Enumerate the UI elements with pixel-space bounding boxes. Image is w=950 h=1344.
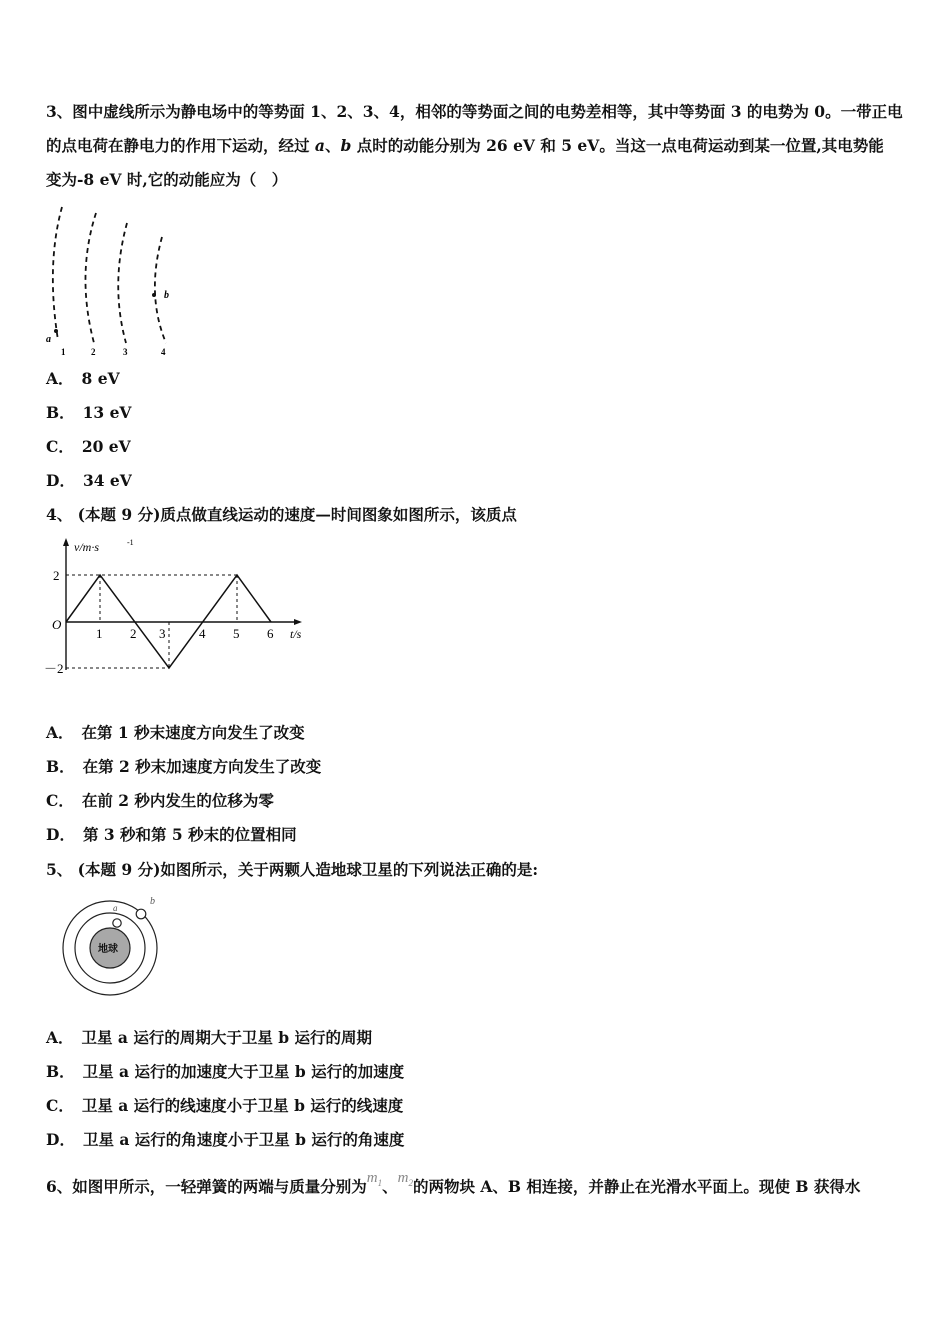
surface-label-1: 1 <box>61 347 66 357</box>
option-text: 20 eV <box>81 437 131 456</box>
y-tick-minus-2: －2 <box>44 661 64 676</box>
option-letter: A． <box>46 1028 74 1047</box>
satellite-a <box>113 919 121 927</box>
surface-label-2: 2 <box>91 347 96 357</box>
q4-option-b <box>46 757 321 777</box>
mass-m2 <box>398 1170 413 1186</box>
option-letter: A． <box>46 723 74 742</box>
option-letter: D． <box>46 825 75 844</box>
option-letter: C． <box>46 1096 74 1115</box>
q5-option-c <box>46 1096 403 1116</box>
q4-option-d <box>46 825 297 845</box>
q3-point-b-text: b <box>340 136 352 155</box>
point-b-label: b <box>164 290 169 301</box>
question-6-stem <box>46 1170 861 1203</box>
x-tick-3: 3 <box>159 626 166 641</box>
question-5-stem: 5、 (本题 9 分)如图所示，关于两颗人造地球卫星的下列说法正确的是: <box>46 860 539 879</box>
option-letter: B． <box>46 1062 75 1081</box>
origin-label: O <box>52 617 62 632</box>
x-tick-6: 6 <box>267 626 274 641</box>
surface-label-3: 3 <box>123 347 128 357</box>
satellite-b-label: b <box>150 896 155 907</box>
mass-m2-subscript: 2 <box>408 1178 413 1188</box>
q6-text-start: 6、如图甲所示，一轻弹簧的两端与质量分别为 <box>46 1177 367 1196</box>
question-4-stem: 4、 (本题 9 分)质点做直线运动的速度—时间图象如图所示，该质点 <box>46 505 517 524</box>
y-axis-label: v/m·s <box>74 540 99 554</box>
q5-option-d <box>46 1130 404 1150</box>
q3-option-a <box>46 369 120 389</box>
q3-option-b <box>46 403 131 423</box>
point-a-label: a <box>46 334 51 345</box>
point-a-dot <box>54 329 58 333</box>
option-text: 卫星 a 运行的加速度大于卫星 b 运行的加速度 <box>82 1062 405 1081</box>
option-letter: A． <box>46 369 74 388</box>
q3-option-c <box>46 437 131 457</box>
option-text: 在第 2 秒末加速度方向发生了改变 <box>82 757 322 776</box>
question-3-stem <box>46 95 906 197</box>
q3-line-2-end: 点时的动能分别为 26 eV 和 5 eV。当这一点电荷运动到某一位置,其电势能 <box>351 136 884 155</box>
satellite-b <box>136 909 146 919</box>
y-tick-2: 2 <box>53 568 60 583</box>
option-text: 卫星 a 运行的角速度小于卫星 b 运行的角速度 <box>82 1130 405 1149</box>
q6-text-end: 的两物块 A、B 相连接，并静止在光滑水平面上。现使 B 获得水 <box>413 1177 861 1196</box>
q3-option-d <box>46 471 132 491</box>
mass-m1-subscript: 1 <box>377 1178 383 1188</box>
q3-line-2 <box>46 129 906 163</box>
equipotential-figure <box>44 205 184 360</box>
option-letter: B． <box>46 403 75 422</box>
velocity-time-graph <box>44 535 314 685</box>
q4-option-c <box>46 791 274 811</box>
y-axis-arrow <box>63 538 69 546</box>
mass-m2-symbol: m <box>397 1170 409 1186</box>
x-tick-4: 4 <box>199 626 206 641</box>
q3-point-a-text: a <box>314 136 325 155</box>
satellite-a-label: a <box>113 903 118 913</box>
x-tick-1: 1 <box>96 626 103 641</box>
q5-option-b <box>46 1062 404 1082</box>
option-text: 在第 1 秒末速度方向发生了改变 <box>81 723 305 742</box>
option-letter: D． <box>46 1130 75 1149</box>
q3-line-2-start: 的点电荷在静电力的作用下运动，经过 <box>46 136 315 155</box>
q3-sep: 、 <box>324 136 341 155</box>
equipotential-line-2 <box>85 213 96 343</box>
x-tick-2: 2 <box>130 626 137 641</box>
x-axis-arrow <box>294 619 302 625</box>
option-text: 8 eV <box>81 369 120 388</box>
option-text: 13 eV <box>82 403 132 422</box>
mass-m1-symbol: m <box>366 1170 378 1186</box>
y-axis-label-exponent: -1 <box>127 538 134 547</box>
satellite-orbits-figure <box>58 893 168 998</box>
x-axis-label: t/s <box>290 627 302 641</box>
option-text: 卫星 a 运行的周期大于卫星 b 运行的周期 <box>81 1028 372 1047</box>
option-letter: B． <box>46 757 75 776</box>
q4-option-a <box>46 723 305 743</box>
equipotential-line-3 <box>118 223 127 343</box>
option-text: 34 eV <box>82 471 132 490</box>
point-b-dot <box>152 293 156 297</box>
q3-line-3: 变为-8 eV 时,它的动能应为（ ） <box>46 170 288 189</box>
option-letter: C． <box>46 437 74 456</box>
q6-sep: 、 <box>382 1177 398 1196</box>
option-text: 卫星 a 运行的线速度小于卫星 b 运行的线速度 <box>81 1096 404 1115</box>
q3-line-1: 3、图中虚线所示为静电场中的等势面 1、2、3、4，相邻的等势面之间的电势差相等，其中等势面 3 的电势为 0。一带正电 <box>46 102 903 121</box>
earth-label: 地球 <box>98 944 118 955</box>
x-tick-5: 5 <box>233 626 240 641</box>
option-text: 第 3 秒和第 5 秒末的位置相同 <box>82 825 297 844</box>
q5-option-a <box>46 1028 372 1048</box>
option-letter: D． <box>46 471 75 490</box>
mass-m1 <box>367 1170 382 1186</box>
surface-label-4: 4 <box>161 347 166 357</box>
equipotential-line-1 <box>53 207 62 340</box>
option-text: 在前 2 秒内发生的位移为零 <box>81 791 274 810</box>
option-letter: C． <box>46 791 74 810</box>
